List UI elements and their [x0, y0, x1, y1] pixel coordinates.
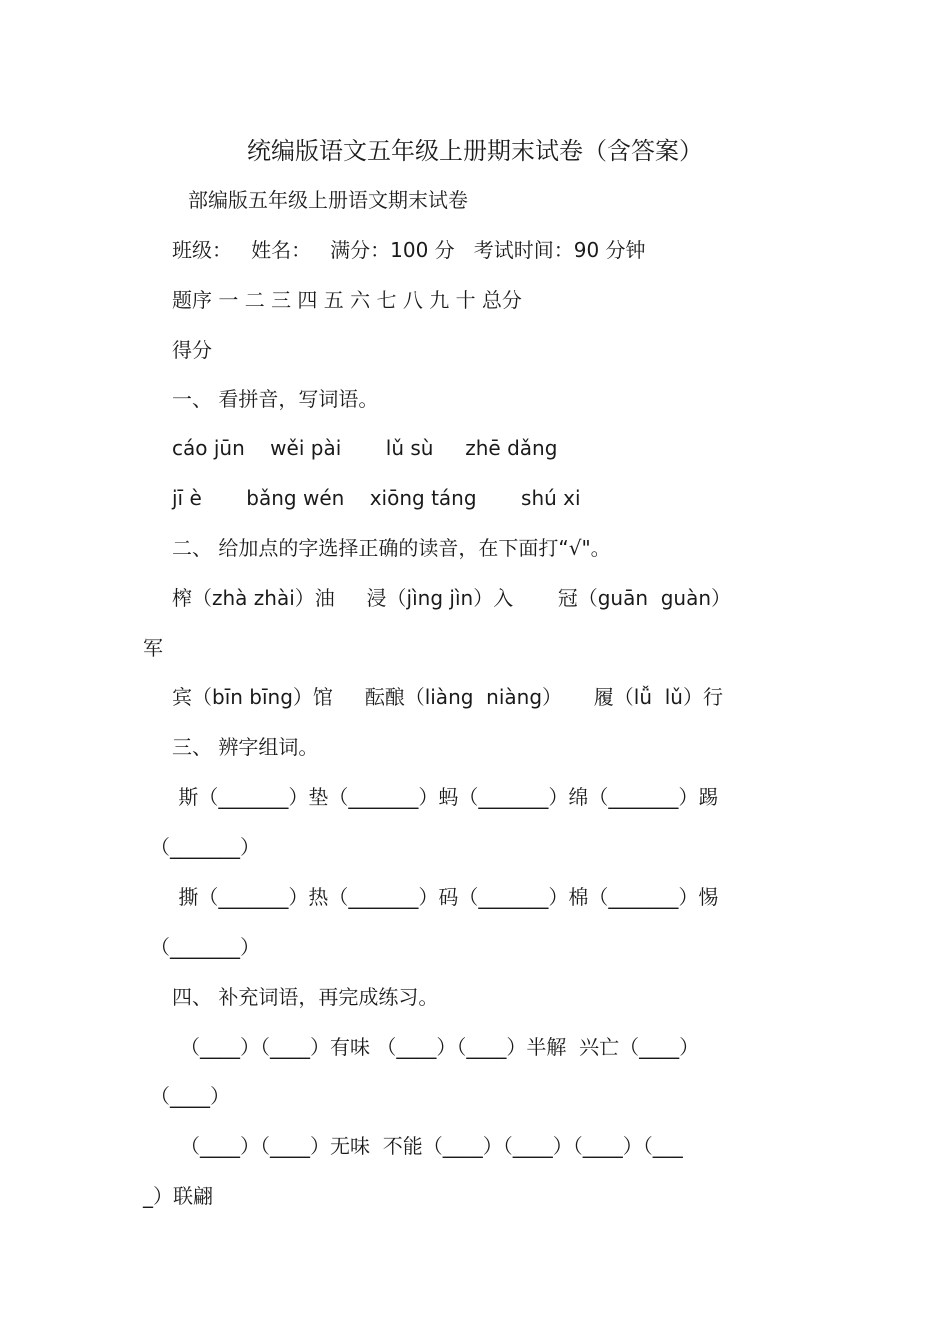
q2-row-1: 榨（zhà zhài）油 浸（jìng jìn）入 冠（guān guàn） — [172, 586, 732, 610]
score-table-row: 得分 — [172, 338, 212, 362]
q3-row-2-continued: （_______） — [150, 935, 260, 959]
document-subtitle: 部编版五年级上册语文期末试卷 — [188, 188, 468, 212]
document-title: 统编版语文五年级上册期末试卷（含答案） — [247, 137, 703, 165]
q1-heading: 一、 看拼音，写词语。 — [172, 387, 379, 411]
q1-pinyin-row-1: cáo jūn wěi pài lǔ sù zhē dǎng — [172, 436, 558, 460]
exam-info-line: 班级： 姓名： 满分：100 分 考试时间：90 分钟 — [172, 238, 646, 262]
q3-row-2: 撕（_______）热（_______）码（_______）棉（_______）惕 — [172, 885, 719, 909]
q2-heading: 二、 给加点的字选择正确的读音，在下面打“√"。 — [172, 536, 611, 560]
q3-row-1-continued: （_______） — [150, 835, 260, 859]
score-table-header: 题序 一 二 三 四 五 六 七 八 九 十 总分 — [172, 288, 522, 312]
q1-pinyin-row-2: jī è bǎng wén xiōng táng shú xi — [172, 486, 581, 510]
q2-row-1-continued: 军 — [143, 636, 163, 660]
q2-row-2: 宾（bīn bīng）馆 酝酿（liàng niàng） 履（lǚ lǔ）行 — [172, 685, 723, 709]
q4-row-2: （____）（____）无味 不能（____）（____）（____）（___ — [180, 1134, 683, 1158]
q3-row-1: 斯（_______）垫（_______）蚂（_______）绵（_______）踢 — [172, 785, 719, 809]
q4-row-1: （____）（____）有味 （____）（____）半解 兴亡（____） — [180, 1035, 700, 1059]
q4-heading: 四、 补充词语，再完成练习。 — [172, 985, 439, 1009]
q4-row-2-continued: _）联翩 — [143, 1184, 213, 1208]
q3-heading: 三、 辨字组词。 — [172, 735, 319, 759]
q4-row-1-continued: （____） — [150, 1084, 230, 1108]
